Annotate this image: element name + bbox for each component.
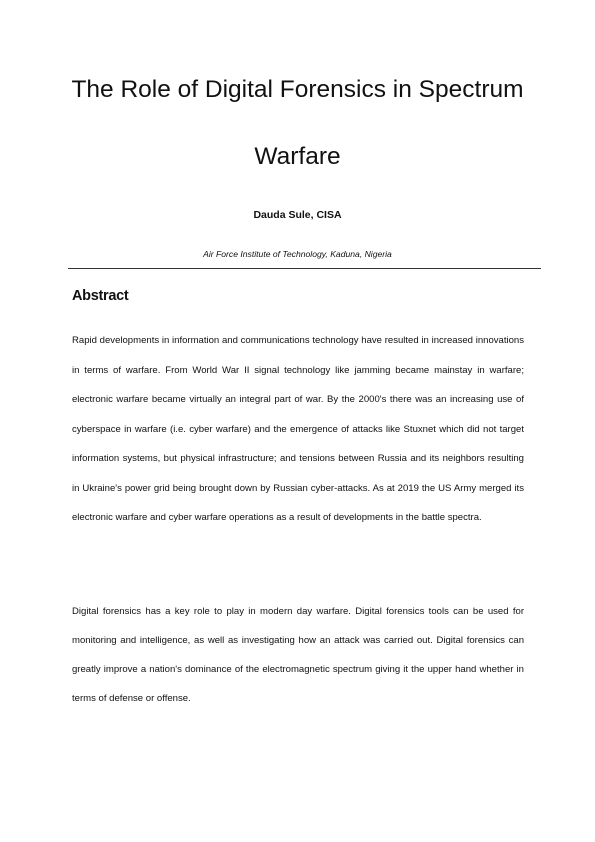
abstract-paragraph-1: Rapid developments in information and communications technology have resulted in increased innovations in terms of warfare. From World War II signal technology like jamming became mainstay in warfare; electronic warfare became virtually an integral part of war. By the 2000's there was an increasing use of cyberspace in warfare (i.e. cyber warfare) and the emergence of attacks like Stuxnet which did not target information systems, but physical infrastructure; and tensions between Russia and its neighbors resulting in Ukraine's power grid being brought down by Russian cyber-attacks. As at 2019 the US Army merged its electronic warfare and cyber warfare operations as a result of developments in the battle spectra.	[72, 335, 524, 523]
author-affiliation: Air Force Institute of Technology, Kaduna, Nigeria	[203, 249, 392, 259]
author-name: Dauda Sule, CISA	[253, 209, 342, 221]
header-divider	[68, 268, 541, 269]
paper-title-line-1: The Role of Digital Forensics in Spectrum	[71, 76, 524, 103]
paper-title-line-2: Warfare	[254, 143, 341, 170]
abstract-paragraph-2: Digital forensics has a key role to play in modern day warfare. Digital forensics tools can be used for monitoring and intelligence, as well as investigating how an attack was carried out. Digital forensics can greatly improve a nation's dominance of the electromagnetic spectrum giving it the upper hand whether in terms of defense or offense.	[72, 606, 524, 704]
abstract-heading: Abstract	[72, 288, 129, 304]
